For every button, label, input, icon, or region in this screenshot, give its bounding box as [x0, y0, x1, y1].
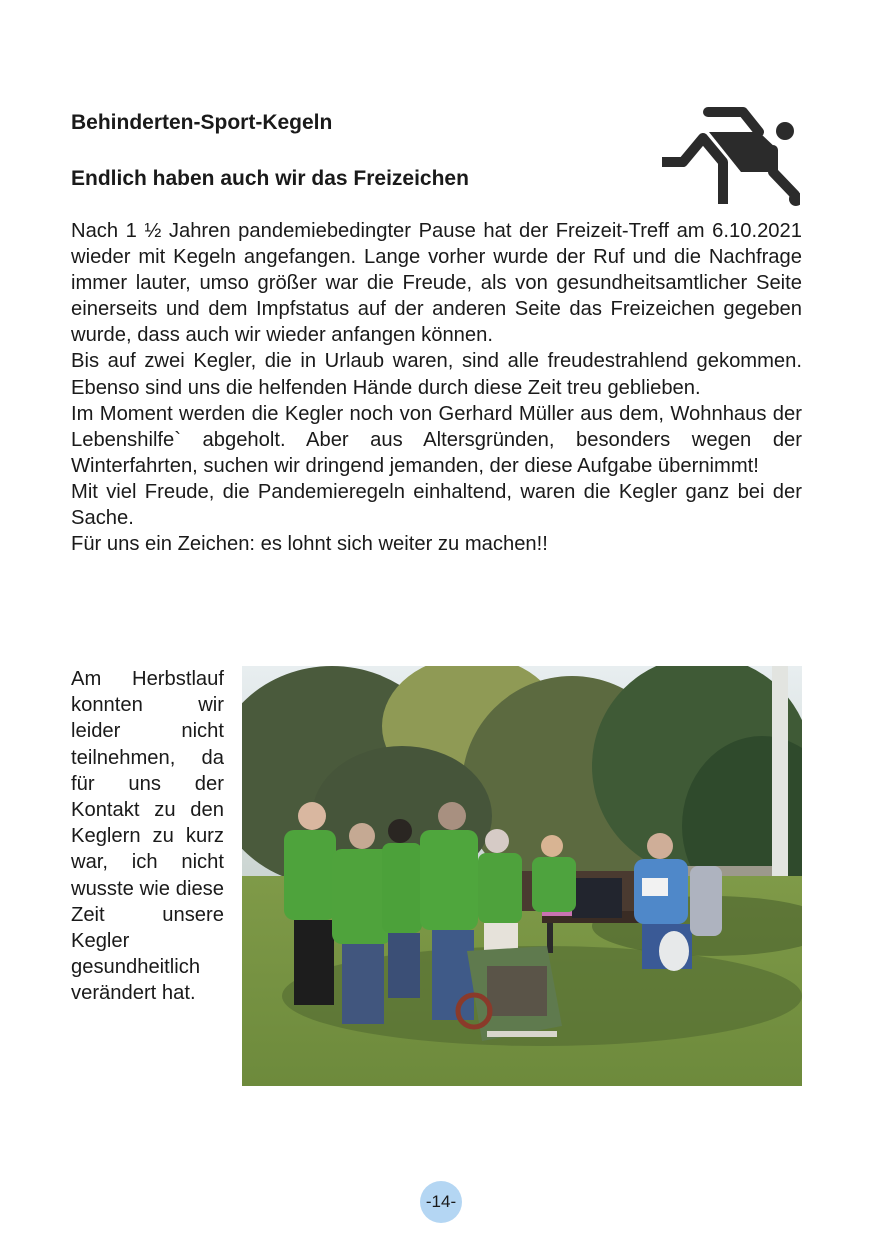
- paragraph: Nach 1 ½ Jahren pandemiebedingter Pause hat der Freizeit-Treff am 6.10.2021 wieder mit Kegeln angefangen. Lange vorher wurde der Ruf und die Nachfrage immer lauter, umso größer war die Freude, als von gesundheitsamtlicher Seite einerseits und dem Impfstatus auf der anderen Seite das Freizeichen gegeben wurde, dass auch wir wieder anfangen können.: [71, 220, 802, 347]
- bowling-player-icon: [655, 100, 800, 208]
- group-photo: [242, 666, 802, 1086]
- side-paragraph: Am Herbstlauf konnten wir leider nicht teilnehmen, da für uns der Kontakt zu den Keglern zu kurz war, ich nicht wusste wie diese Zeit unsere Kegler gesundheitlich verändert hat.: [71, 668, 224, 1005]
- paragraph: Für uns ein Zeichen: es lohnt sich weiter zu machen!!: [71, 533, 548, 556]
- paragraph: Mit viel Freude, die Pandemieregeln einhaltend, waren die Kegler ganz bei der Sache.: [71, 480, 802, 530]
- paragraph: Im Moment werden die Kegler noch von Gerhard Müller aus dem, Wohnhaus der Lebenshilfe` abgeholt. Aber aus Altersgründen, besonders wegen der Winterfahrten, suchen wir dringend jemanden, der diese Aufgabe übernimmt!: [71, 402, 802, 477]
- page-number: -14-: [425, 1192, 457, 1211]
- paragraph: Bis auf zwei Kegler, die in Urlaub waren, sind alle freudestrahlend gekommen. Ebenso sind uns die helfenden Hände durch diese Zeit treu geblieben.: [71, 350, 802, 399]
- article-subtitle: Endlich haben auch wir das Freizeichen: [71, 167, 469, 190]
- article-title: Behinderten-Sport-Kegeln: [71, 111, 333, 134]
- page-number-badge: [420, 1181, 462, 1223]
- article-body: [71, 218, 802, 557]
